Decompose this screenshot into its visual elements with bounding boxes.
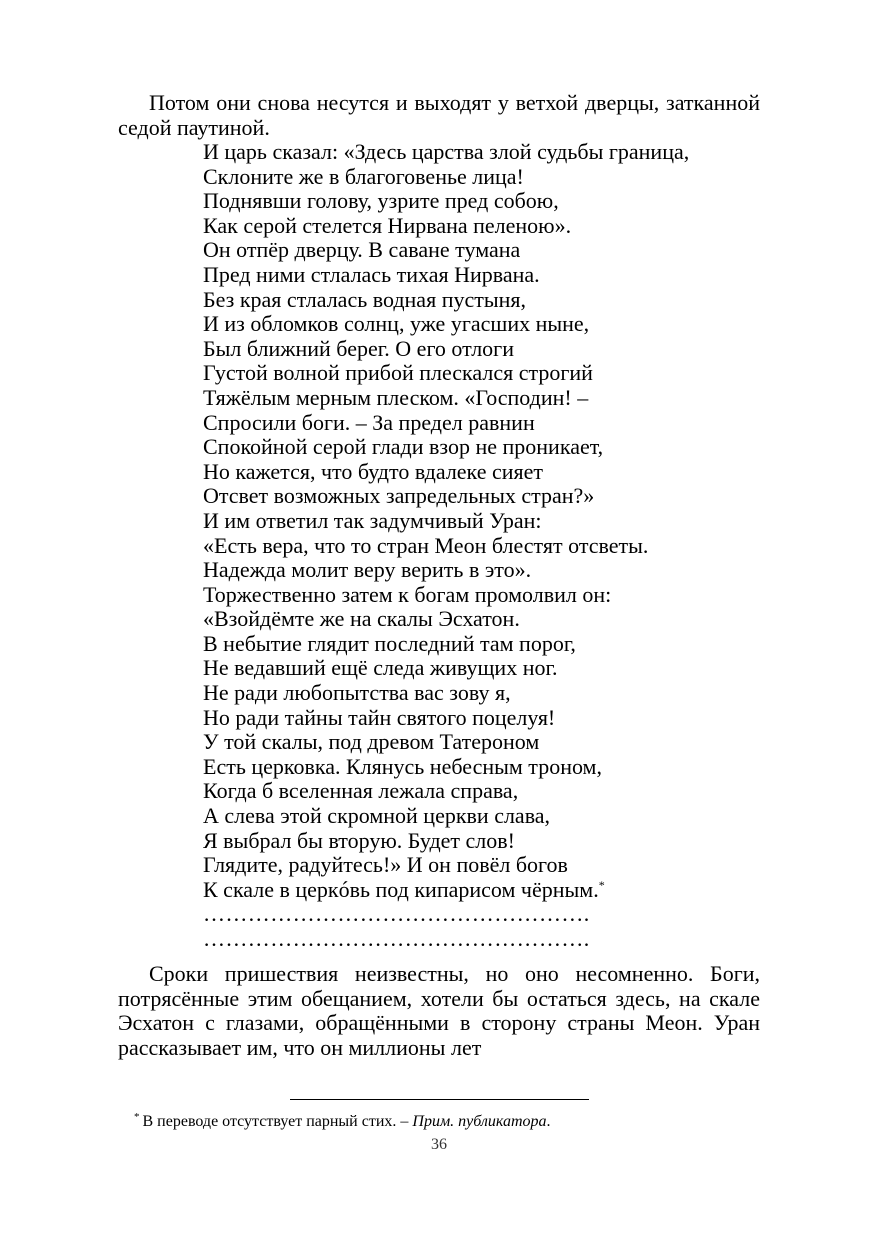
verse-line: Как серой стелется Нирвана пеленою».	[203, 212, 572, 238]
verse-line: Есть церковка. Клянусь небесным троном,	[203, 753, 602, 779]
verse-line: Не ведавший ещё следа живущих ног.	[203, 655, 558, 681]
verse-line: Я выбрал бы вторую. Будет слов!	[203, 827, 515, 853]
verse-line: Когда б вселенная лежала справа,	[203, 778, 519, 804]
ellipsis-line: …………………………………………….	[203, 926, 590, 951]
verse-line-text: К скале в церкóвь под кипарисом чёрным.	[203, 876, 599, 902]
footnote-attribution: Прим. публикатора	[412, 1113, 547, 1130]
verse-line: Надежда молит веру верить в это».	[203, 557, 532, 583]
verse-line: «Есть вера, что то стран Меон блестят отсветы.	[203, 532, 649, 558]
verse-line-with-footnote	[203, 878, 783, 903]
verse-block	[203, 140, 783, 952]
page-number: 36	[431, 1136, 447, 1153]
verse-line: «Взойдёмте же на скалы Эсхатон.	[203, 606, 520, 632]
footnote-text: В переводе отсутствует парный стих. –	[142, 1113, 409, 1130]
verse-line: Но кажется, что будто вдалеке сияет	[203, 458, 544, 484]
verse-line: Торжественно затем к богам промолвил он:	[203, 581, 612, 607]
verse-line: Без края стлалась водная пустыня,	[203, 286, 527, 312]
verse-line: В небытие глядит последний там порог,	[203, 630, 576, 656]
verse-line: Глядите, радуйтесь!» И он повёл богов	[203, 852, 568, 878]
footnote-reference[interactable]: *	[598, 877, 605, 892]
verse-line: Не ради любопытства вас зову я,	[203, 680, 511, 706]
verse-line: Отсвет возможных запредельных стран?»	[203, 483, 595, 509]
verse-line: А слева этой скромной церкви слава,	[203, 803, 551, 829]
verse-line: Он отпёр дверцу. В саване тумана	[203, 237, 521, 263]
verse-line: Спросили боги. – За предел равнин	[203, 409, 535, 435]
verse-line: Тяжёлым мерным плеском. «Господин! –	[203, 384, 589, 410]
paragraph-continuation: Сроки пришествия неизвестны, но оно несомненно. Боги, потрясённые этим обещанием, хотели бы остаться здесь, на скале Эсхатон с глазами, обращёнными в сторону страны Меон. Уран рассказывает им, что он миллионы лет	[118, 961, 760, 1060]
footnote-end: .	[546, 1113, 551, 1130]
paragraph-intro: Потом они снова несутся и выходят у ветхой дверцы, затканной седой паутиной.	[118, 90, 760, 140]
ellipsis-line: …………………………………………….	[203, 901, 590, 927]
verse-line: И им ответил так задумчивый Уран:	[203, 507, 542, 533]
footnote-marker: *	[134, 1111, 140, 1123]
verse-line: Пред ними стлалась тихая Нирвана.	[203, 261, 540, 287]
verse-line: Поднявши голову, узрите пред собою,	[203, 188, 559, 214]
verse-line: Густой волной прибой плескался строгий	[203, 360, 593, 386]
footnote	[134, 1112, 754, 1132]
verse-line: Спокойной серой глади взор не проникает,	[203, 434, 604, 460]
verse-line: Склоните же в благоговенье лица!	[203, 163, 524, 189]
verse-line: Но ради тайны тайн святого поцелуя!	[203, 704, 556, 730]
verse-line: Был ближний берег. О его отлоги	[203, 335, 514, 361]
footnote-divider	[290, 1099, 589, 1100]
verse-line: И царь сказал: «Здесь царства злой судьбы граница,	[203, 139, 690, 164]
verse-line: У той скалы, под древом Татероном	[203, 729, 540, 755]
verse-line: И из обломков солнц, уже угасших ныне,	[203, 311, 590, 337]
